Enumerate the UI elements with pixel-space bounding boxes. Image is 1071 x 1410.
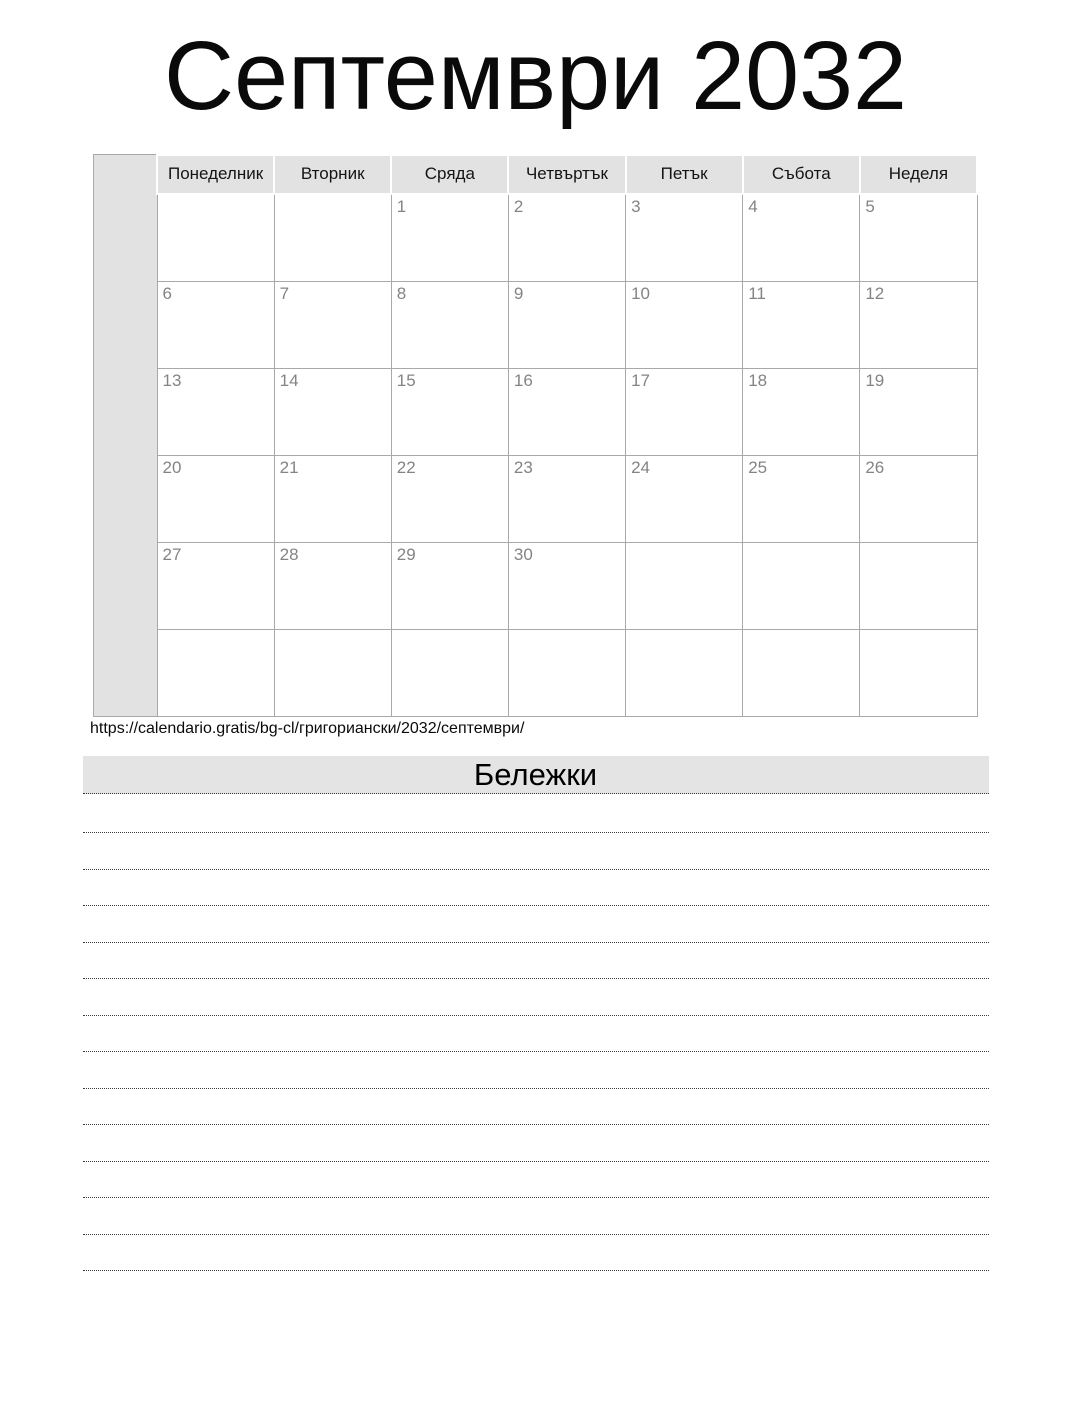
day-cell: 12	[860, 281, 977, 368]
week-row	[94, 629, 978, 716]
note-ruled-line	[83, 1235, 989, 1272]
weekday-header: Вторник	[274, 155, 391, 194]
day-cell: 26	[860, 455, 977, 542]
empty-day-cell	[274, 629, 391, 716]
empty-day-cell	[743, 629, 860, 716]
day-cell: 7	[274, 281, 391, 368]
note-ruled-line	[83, 1089, 989, 1126]
empty-day-cell	[508, 629, 625, 716]
empty-day-cell	[860, 629, 977, 716]
notes-header	[83, 756, 989, 794]
day-cell: 16	[508, 368, 625, 455]
empty-day-cell	[860, 542, 977, 629]
day-cell: 13	[157, 368, 274, 455]
empty-day-cell	[626, 542, 743, 629]
note-ruled-line	[83, 797, 989, 834]
day-cell: 29	[391, 542, 508, 629]
day-cell: 27	[157, 542, 274, 629]
weekday-header: Неделя	[860, 155, 977, 194]
note-ruled-line	[83, 1125, 989, 1162]
day-cell: 3	[626, 194, 743, 282]
day-cell: 18	[743, 368, 860, 455]
day-cell: 28	[274, 542, 391, 629]
note-ruled-line	[83, 1162, 989, 1199]
notes-lines	[83, 794, 989, 1272]
day-cell: 25	[743, 455, 860, 542]
weekday-header: Сряда	[391, 155, 508, 194]
note-ruled-line	[83, 870, 989, 907]
source-url: https://calendario.gratis/bg-cl/григориански/2032/септември/	[90, 719, 525, 737]
day-cell: 5	[860, 194, 977, 282]
day-cell: 19	[860, 368, 977, 455]
note-ruled-line	[83, 1198, 989, 1235]
note-ruled-line	[83, 906, 989, 943]
weekday-header: Събота	[743, 155, 860, 194]
day-cell: 17	[626, 368, 743, 455]
week-number-side-column	[94, 155, 158, 717]
day-cell: 20	[157, 455, 274, 542]
note-ruled-line	[83, 1052, 989, 1089]
day-cell: 24	[626, 455, 743, 542]
week-row	[94, 368, 978, 455]
day-cell: 23	[508, 455, 625, 542]
calendar-table-body	[94, 155, 978, 717]
empty-day-cell	[274, 194, 391, 282]
day-cell: 10	[626, 281, 743, 368]
day-cell: 6	[157, 281, 274, 368]
day-cell: 4	[743, 194, 860, 282]
week-row	[94, 542, 978, 629]
day-cell: 14	[274, 368, 391, 455]
weekday-header: Четвъртък	[508, 155, 625, 194]
empty-day-cell	[743, 542, 860, 629]
day-cell: 8	[391, 281, 508, 368]
calendar-page	[0, 21, 1071, 1271]
page-title: Септември 2032	[164, 21, 907, 130]
weekday-header: Понеделник	[157, 155, 274, 194]
weekday-header-row	[94, 155, 978, 194]
day-cell: 9	[508, 281, 625, 368]
empty-day-cell	[626, 629, 743, 716]
week-row	[94, 455, 978, 542]
day-cell: 21	[274, 455, 391, 542]
day-cell: 11	[743, 281, 860, 368]
calendar-table	[93, 154, 978, 717]
day-cell: 15	[391, 368, 508, 455]
empty-day-cell	[157, 629, 274, 716]
day-cell: 1	[391, 194, 508, 282]
calendar-table-wrap	[93, 154, 978, 717]
notes-section	[83, 756, 989, 1272]
note-ruled-line	[83, 1016, 989, 1053]
day-cell: 2	[508, 194, 625, 282]
weekday-header: Петък	[626, 155, 743, 194]
week-row	[94, 194, 978, 282]
week-row	[94, 281, 978, 368]
note-ruled-line	[83, 943, 989, 980]
note-ruled-line	[83, 833, 989, 870]
day-cell: 22	[391, 455, 508, 542]
notes-title: Бележки	[473, 756, 598, 792]
note-ruled-line	[83, 979, 989, 1016]
empty-day-cell	[391, 629, 508, 716]
empty-day-cell	[157, 194, 274, 282]
day-cell: 30	[508, 542, 625, 629]
